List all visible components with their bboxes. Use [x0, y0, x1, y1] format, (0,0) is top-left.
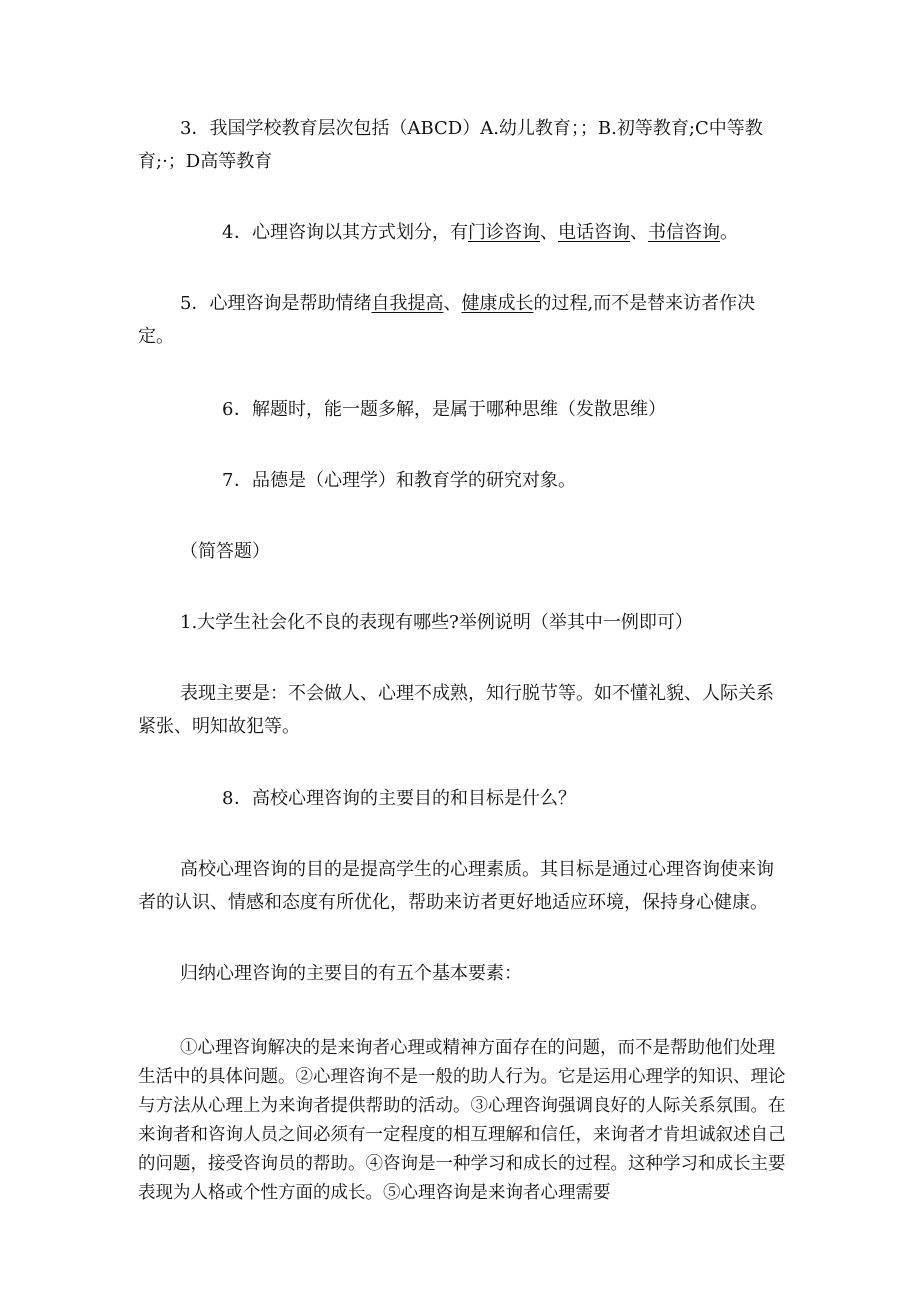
short-answer-8-elements: ①心理咨询解决的是来询者心理或精神方面存在的问题，而不是帮助他们处理生活中的具体问题。②心理咨询不是一般的助人行为。它是运用心理学的知识、理论与方法从心理上为来询者提供帮助的活动。③心理咨询强调良好的人际关系氛围。在来询者和咨询人员之间必须有一定程度的相互理解和信任，来询者才肯坦诚叙述自己的问题，接受咨询员的帮助。④咨询是一种学习和成长的过程。这种学习和成长主要表现为人格或个性方面的成长。⑤心理咨询是来询者心理需要	[138, 1038, 786, 1203]
question-3	[138, 112, 788, 178]
short-answer-1-question: 1.大学生社会化不良的表现有哪些?举例说明（举其中一例即可）	[180, 612, 693, 633]
separator: 、	[443, 293, 462, 314]
question-7	[138, 464, 788, 497]
answer-clinic-consulting: 门诊咨询	[468, 222, 540, 243]
question-4-text-pre: ．心理咨询以其方式划分，有	[234, 222, 468, 243]
short-answer-8-question	[138, 782, 788, 815]
separator: 、	[540, 222, 558, 243]
short-answer-1-answer: 表现主要是：不会做人、心理不成熟，知行脱节等。如不懂礼貌、人际关系紧张、明知故犯等。	[138, 683, 774, 737]
question-4-number: 4	[222, 222, 234, 243]
question-4	[138, 216, 788, 249]
question-5	[138, 287, 788, 353]
section-title-short-answer: （简答题）	[180, 541, 270, 562]
question-7-text: ．品德是（心理学）和教育学的研究对象。	[234, 470, 576, 491]
question-7-number: 7	[222, 470, 234, 491]
question-5-number: 5	[180, 293, 192, 314]
answer-healthy-growth: 健康成长	[461, 293, 534, 314]
short-answer-8-text: ．高校心理咨询的主要目的和目标是什么？	[234, 788, 576, 809]
question-3-number: 3	[180, 118, 192, 139]
question-3-text: ．我国学校教育层次包括（ABCD）A.幼儿教育；；B.初等教育;C中等教育;·；D高等教育	[138, 118, 763, 172]
short-answer-8-number: 8	[222, 788, 234, 809]
question-6-text: ．解题时，能一题多解，是属于哪种思维（发散思维）	[234, 399, 666, 420]
answer-self-improvement: 自我提高	[371, 293, 444, 314]
short-answer-8-summary: 归纳心理咨询的主要目的有五个基本要素：	[180, 963, 522, 984]
short-answer-8-answer: 高校心理咨询的目的是提高学生的心理素质。其目标是通过心理咨询使来询者的认识、情感和态度有所优化，帮助来访者更好地适应环境，保持身心健康。	[138, 859, 774, 913]
separator: 、	[630, 222, 648, 243]
question-6-number: 6	[222, 399, 234, 420]
question-5-text-post: 的过程,而不是替来访者作决定。	[138, 293, 756, 347]
answer-phone-consulting: 电话咨询	[558, 222, 630, 243]
question-5-text-pre: ．心理咨询是帮助情绪	[191, 293, 372, 314]
answer-letter-consulting: 书信咨询	[648, 222, 720, 243]
question-4-text-post: 。	[720, 222, 738, 243]
question-6	[138, 393, 788, 426]
